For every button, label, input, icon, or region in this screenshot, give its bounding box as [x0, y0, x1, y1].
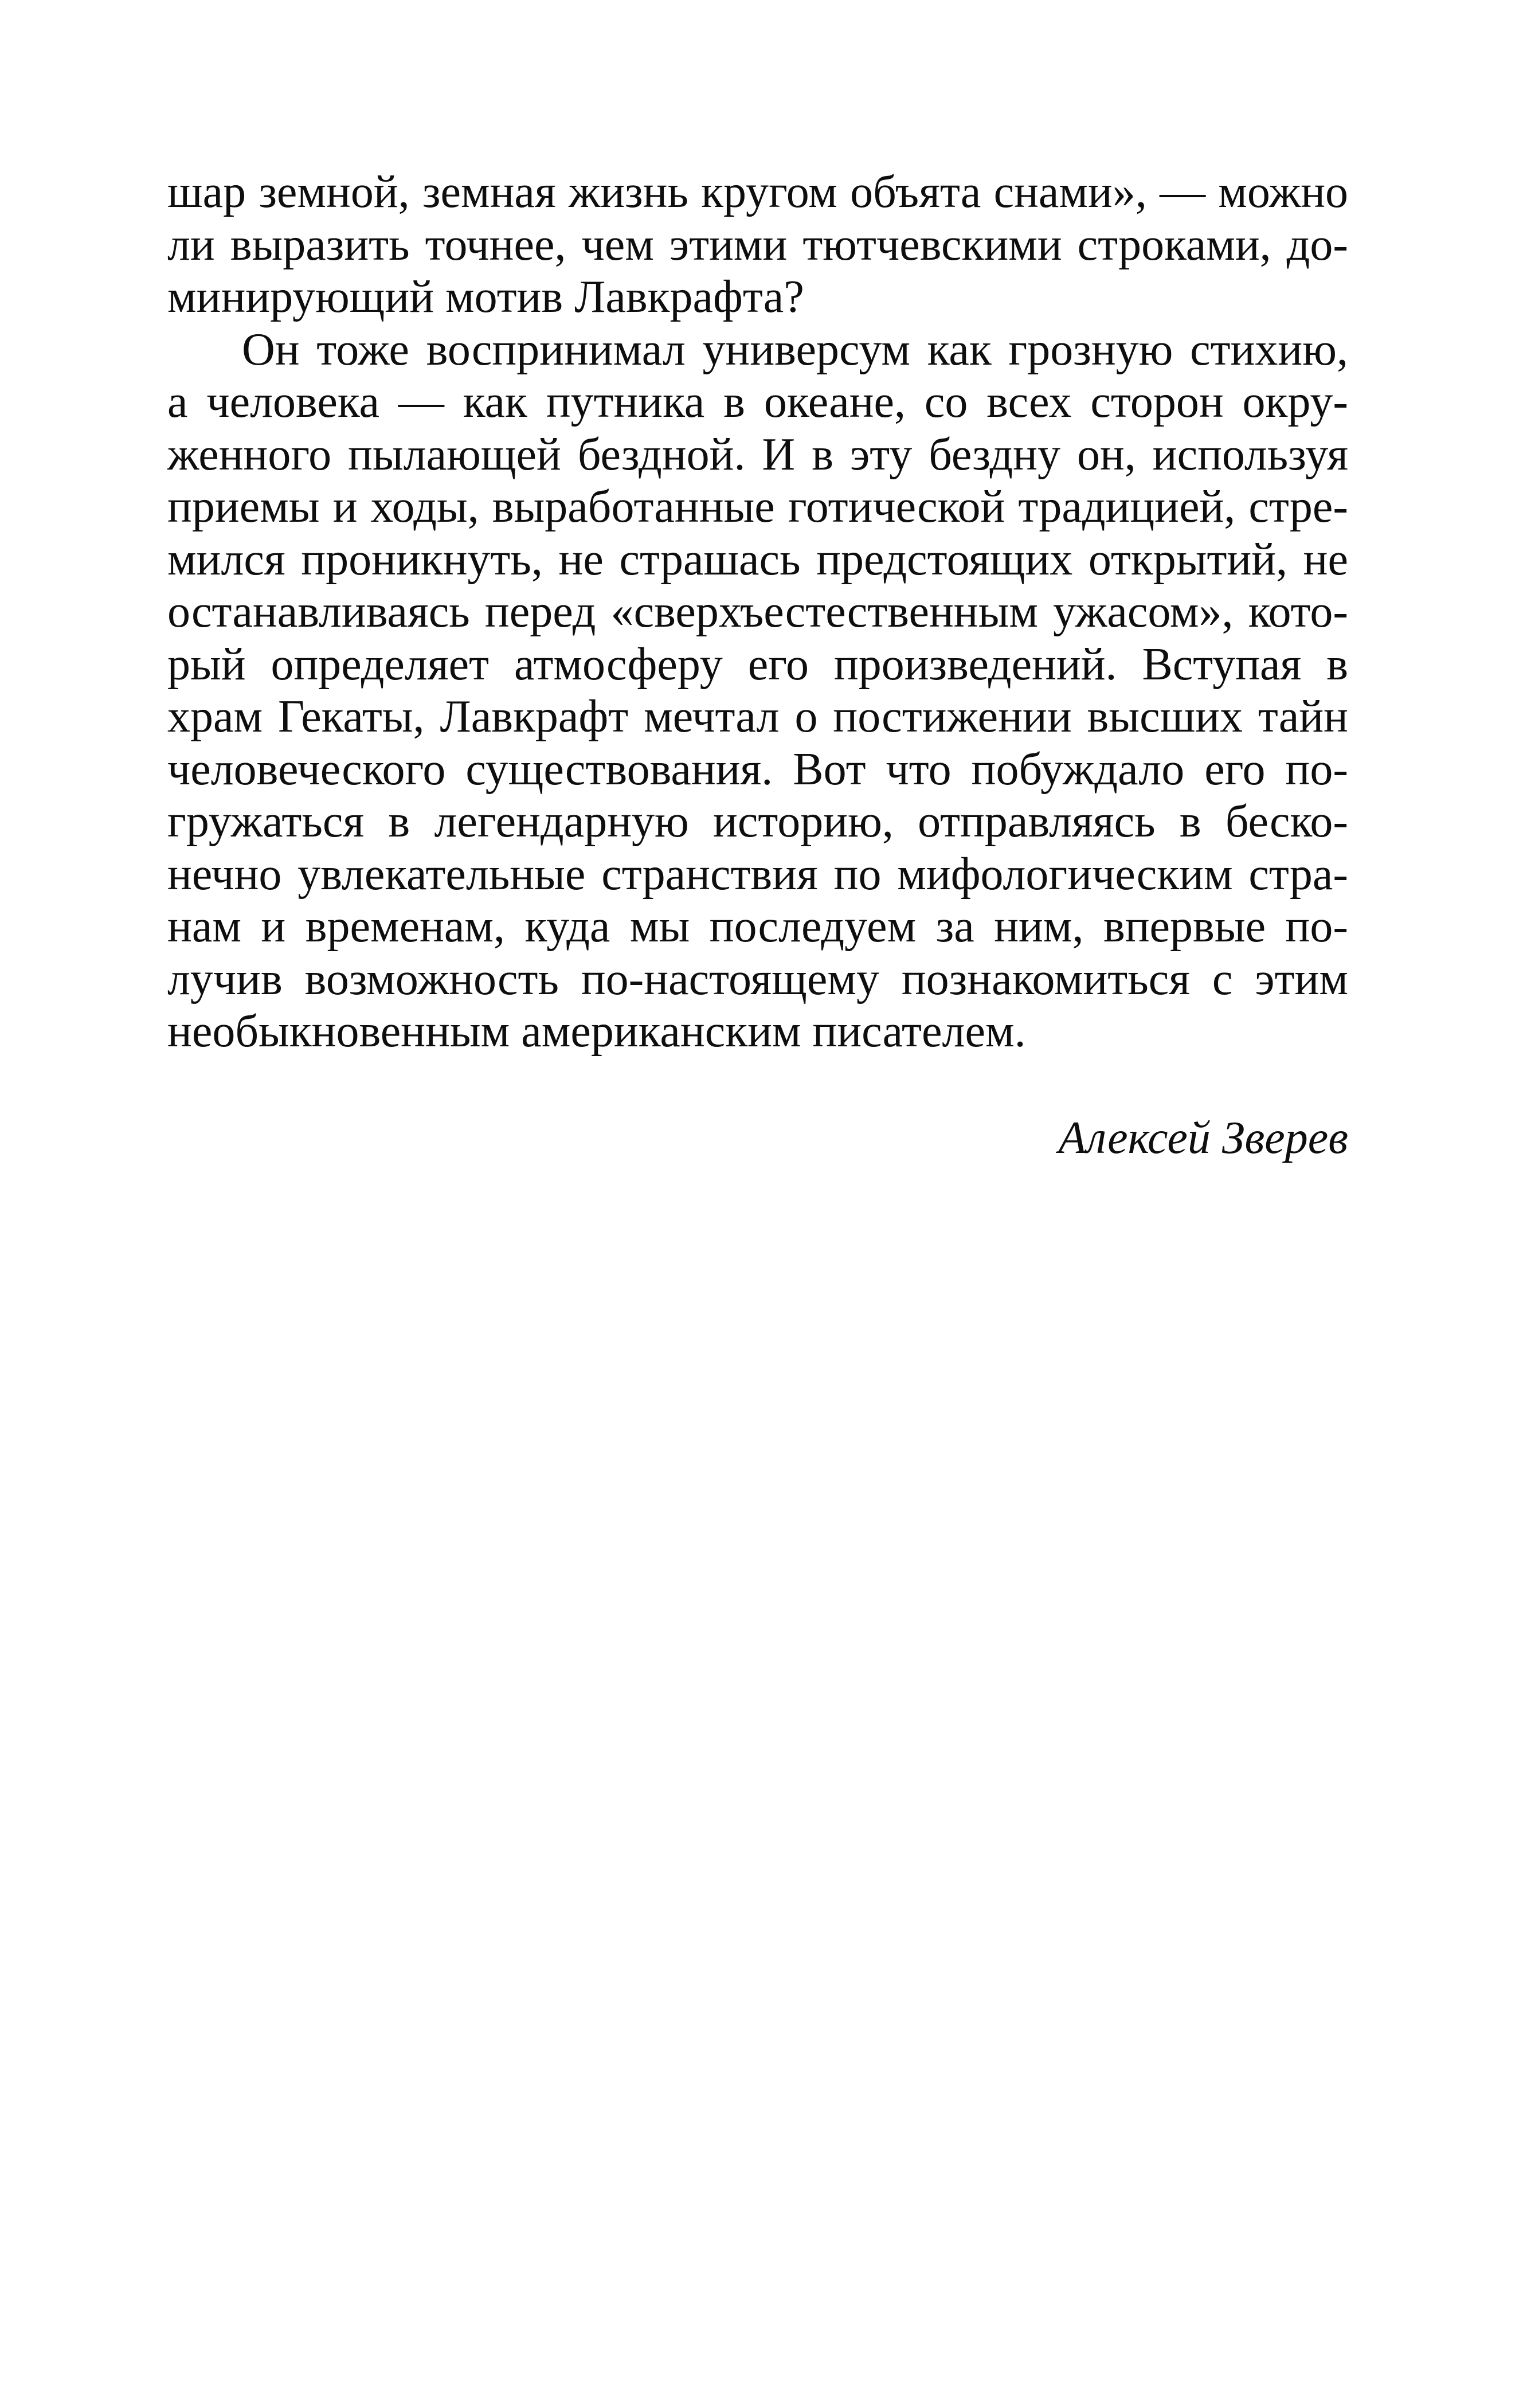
paragraph-2-line-10: гружаться в легендарную историю, отправляясь в беско- — [167, 796, 1348, 847]
paragraph-2-line-4: приемы и ходы, выработанные готической традицией, стре- — [167, 482, 1348, 532]
paragraph-2-line-13: лучив возможность по-настоящему познакомиться с этим — [167, 953, 1348, 1004]
paragraph-2-line-9: человеческого существования. Вот что побуждало его по- — [167, 744, 1348, 795]
paragraph-2-line-8: храм Гекаты, Лавкрафт мечтал о постижении высших тайн — [167, 691, 1348, 742]
paragraph-2-line-11: нечно увлекательные странствия по мифологическим стра- — [167, 849, 1348, 900]
paragraph-2-line-1: Он тоже воспринимал универсум как грозную стихию, — [242, 324, 1348, 375]
paragraph-2-line-7: рый определяет атмосферу его произведений. Вступая в — [167, 639, 1348, 690]
body-text — [167, 166, 1348, 1058]
paragraph-2-line-3: женного пылающей бездной. И в эту бездну он, используя — [167, 429, 1348, 480]
paragraph-1-line-3: минирующий мотив Лавкрафта? — [167, 272, 804, 322]
paragraph-2-line-14: необыкновенным американским писателем. — [167, 1006, 1026, 1057]
paragraph-2-line-6: останавливаясь перед «сверхъестественным ужасом», кото- — [167, 587, 1348, 637]
paragraph-1-line-1: шар земной, земная жизнь кругом объята снами», — можно — [167, 167, 1348, 217]
paragraph-2-line-2: а человека — как путника в океане, со всех сторон окру- — [167, 377, 1348, 427]
paragraph-2-line-12: нам и временам, куда мы последуем за ним, впервые по- — [167, 901, 1348, 952]
paragraph-1-line-2: ли выразить точнее, чем этими тютчевскими строками, до- — [167, 219, 1348, 270]
author-signature: Алексей Зверев — [1058, 1113, 1348, 1163]
paragraph-2-line-5: мился проникнуть, не страшась предстоящих открытий, не — [167, 534, 1348, 585]
